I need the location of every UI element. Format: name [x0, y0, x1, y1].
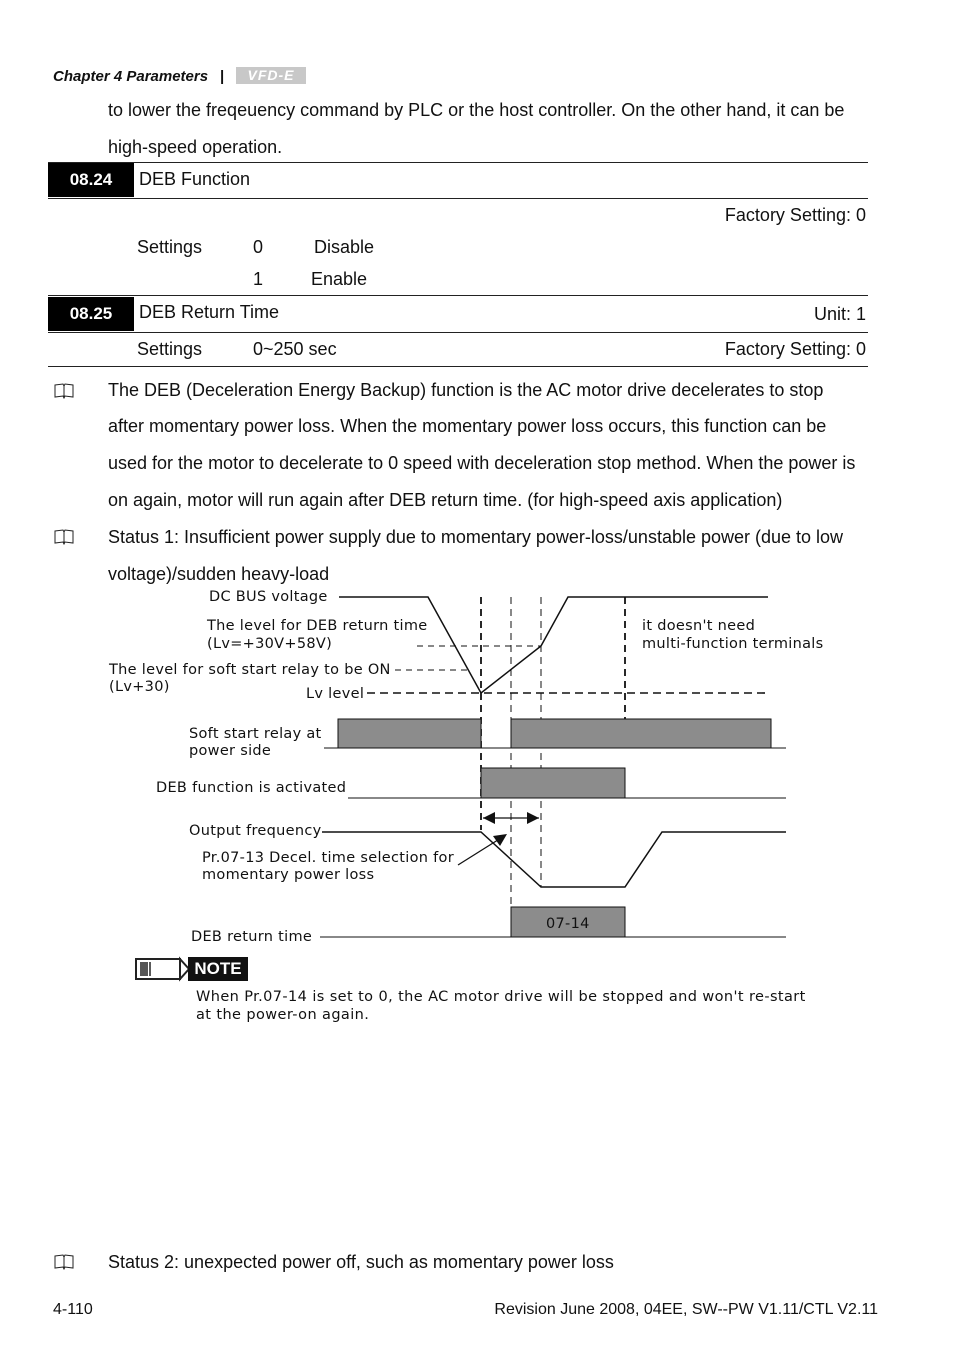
range-0825: 0~250 sec	[253, 339, 337, 359]
option-label: Enable	[311, 269, 368, 289]
arrow-right-head	[527, 812, 539, 824]
param-code-0825: 08.25	[48, 297, 134, 331]
factory-setting-0825: Factory Setting: 0	[724, 339, 866, 359]
settings-label-0824: Settings	[137, 237, 203, 257]
soft-start-level-label: The level for soft start relay to be ON	[109, 662, 391, 678]
settings-label-0825: Settings	[137, 339, 203, 359]
return-time-box-label: 07-14	[546, 916, 590, 932]
soft-start-level-formula: (Lv+30)	[109, 679, 170, 695]
desc-line: used for the motor to decelerate to 0 speed with deceleration stop method. When the power is	[108, 453, 856, 473]
factory-setting-0824: Factory Setting: 0	[724, 205, 866, 225]
intro-line-1: to lower the freqeuency command by PLC or the host controller. On the other hand, it can be	[108, 100, 845, 120]
dc-bus-label: DC BUS voltage	[209, 589, 328, 605]
header-separator: |	[220, 68, 225, 85]
deb-activated-label: DEB function is activated	[156, 780, 347, 796]
page-number: 4-110	[53, 1301, 93, 1318]
deb-activated-box	[481, 768, 625, 798]
note-line-1: When Pr.07-14 is set to 0, the AC motor drive will be stopped and won't re-start	[196, 989, 806, 1005]
status2-text: Status 2: unexpected power off, such as momentary power loss	[108, 1252, 614, 1272]
note-badge: NOTE	[188, 957, 248, 981]
note-pencil-icon	[134, 956, 190, 982]
lv-level-label: Lv level	[306, 686, 365, 702]
output-frequency-label: Output frequency	[189, 823, 322, 839]
desc-line: on again, motor will run again after DEB return time. (for high-speed axis application)	[108, 490, 783, 510]
deb-return-level-label: The level for DEB return time	[207, 618, 428, 634]
revision-info: Revision June 2008, 04EE, SW--PW V1.11/CTL V2.11	[494, 1301, 878, 1318]
book-icon	[54, 1254, 74, 1270]
arrow-left-head	[483, 812, 495, 824]
decel-label-1: Pr.07-13 Decel. time selection for	[202, 850, 454, 866]
soft-relay-on-box	[338, 719, 481, 748]
vfd-e-logo: VFD-E	[236, 67, 306, 84]
return-time-label: DEB return time	[191, 929, 313, 945]
option-value: 0	[253, 237, 264, 257]
status1-line-1: Status 1: Insufficient power supply due to momentary power-loss/unstable power (due to low	[108, 527, 844, 547]
chapter-title: Chapter 4 Parameters	[53, 68, 209, 85]
desc-line: after momentary power loss. When the momentary power loss occurs, this function can be	[108, 416, 827, 436]
param-name-0824: DEB Function	[139, 169, 251, 189]
param-name-0825: DEB Return Time	[139, 302, 280, 322]
soft-relay-label-1: Soft start relay at	[189, 726, 322, 742]
note-line-2: at the power-on again.	[196, 1007, 370, 1023]
soft-relay-on-box	[511, 719, 771, 748]
option-value: 1	[253, 269, 264, 289]
status1-line-2: voltage)/sudden heavy-load	[108, 564, 330, 584]
desc-line: The DEB (Deceleration Energy Backup) function is the AC motor drive decelerates to stop	[108, 380, 824, 400]
option-label: Disable	[314, 237, 375, 257]
intro-line-2: high-speed operation.	[108, 137, 283, 157]
no-terminals-label-1: it doesn't need	[642, 618, 756, 634]
no-terminals-label-2: multi-function terminals	[642, 636, 824, 652]
param-code-0824: 08.24	[48, 163, 134, 197]
unit-0825: Unit: 1	[813, 304, 866, 324]
soft-relay-label-2: power side	[189, 743, 272, 759]
decel-pointer-line	[458, 838, 501, 865]
deb-return-level-formula: (Lv=+30V+58V)	[207, 636, 333, 652]
decel-label-2: momentary power loss	[202, 867, 375, 883]
